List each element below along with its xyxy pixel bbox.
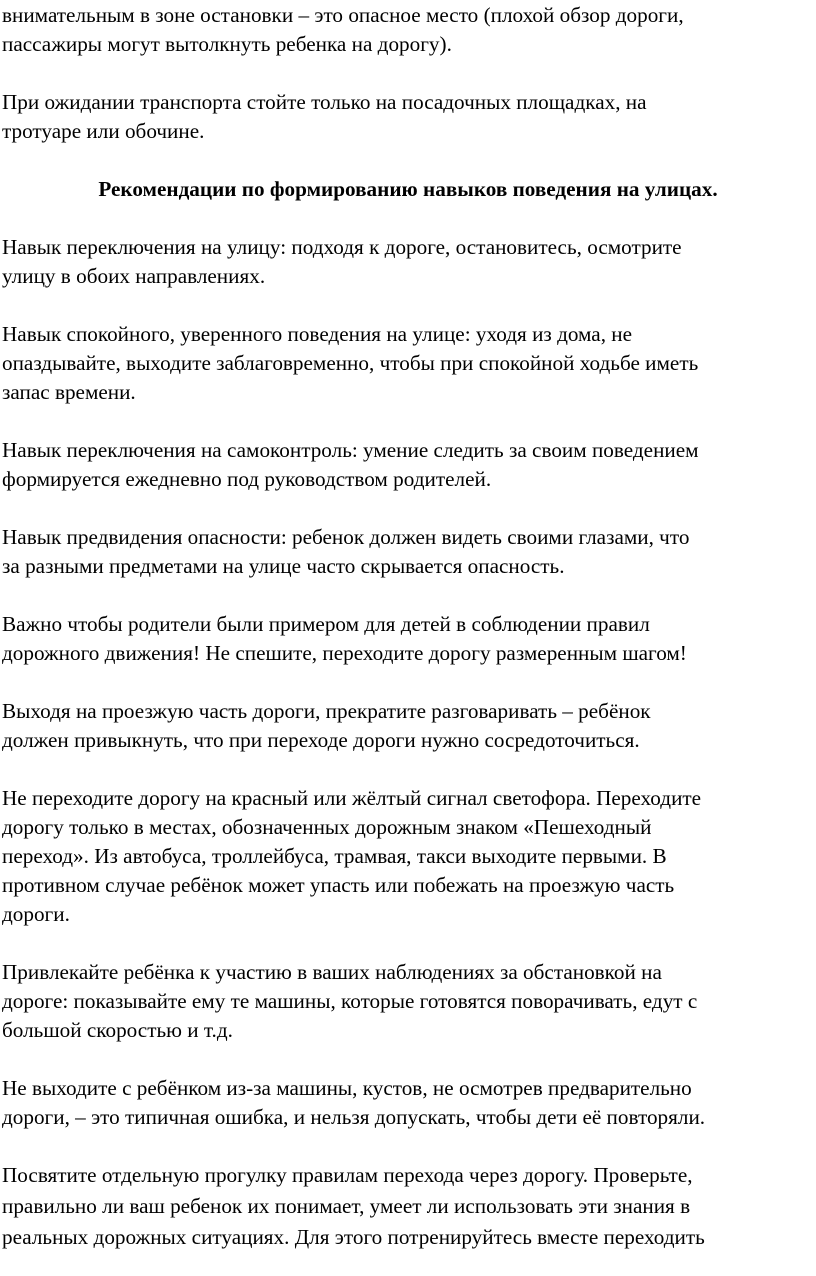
text-line: Посвятите отдельную прогулку правилам перехода через дорогу. Проверьте, [2,1163,693,1187]
text-line: пассажиры могут вытолкнуть ребенка на дорогу). [2,32,452,56]
text-line: Навык спокойного, уверенного поведения на улице: уходя из дома, не [2,322,633,346]
paragraph-traffic-light [2,784,814,929]
text-line: опаздывайте, выходите заблаговременно, чтобы при спокойной ходьбе иметь [2,351,699,375]
paragraph-calm-behavior [2,320,814,407]
text-line: за разными предметами на улице часто скрывается опасность. [2,554,565,578]
text-line: Навык предвидения опасности: ребенок должен видеть своими глазами, что [2,525,690,549]
text-line: Привлекайте ребёнка к участию в ваших наблюдениях за обстановкой на [2,960,662,984]
paragraph-bus-stop-warning [2,1,814,59]
text-line: формируется ежедневно под руководством родителей. [2,467,492,491]
text-line: Не выходите с ребёнком из-за машины, кустов, не осмотрев предварительно [2,1076,692,1100]
text-line: запас времени. [2,380,136,404]
text-line: противном случае ребёнок может упасть или побежать на проезжую часть [2,873,675,897]
text-line: улицу в обоих направлениях. [2,264,266,288]
text-line: Навык переключения на улицу: подходя к дороге, остановитесь, осмотрите [2,235,682,259]
paragraph-stop-talking [2,697,814,755]
text-line: правильно ли ваш ребенок их понимает, умеет ли использовать эти знания в [2,1194,691,1218]
heading-text: Рекомендации по формированию навыков поведения на улицах. [98,177,718,201]
text-line: дороге: показывайте ему те машины, которые готовятся поворачивать, едут с [2,989,698,1013]
paragraph-danger-foresight [2,523,814,581]
section-heading [2,175,814,204]
text-line: реальных дорожных ситуациях. Для этого потренируйтесь вместе переходить [2,1225,705,1249]
paragraph-self-control [2,436,814,494]
text-line: Не переходите дорогу на красный или жёлтый сигнал светофора. Переходите [2,786,702,810]
text-line: дороги, – это типичная ошибка, и нельзя допускать, чтобы дети её повторяли. [2,1105,706,1129]
text-line: Выходя на проезжую часть дороги, прекратите разговаривать – ребёнок [2,699,651,723]
text-line: внимательным в зоне остановки – это опасное место (плохой обзор дороги, [2,3,684,27]
paragraph-behind-car [2,1074,814,1132]
paragraph-street-switching [2,233,814,291]
text-line: Важно чтобы родители были примером для детей в соблюдении правил [2,612,650,636]
paragraph-parents-example [2,610,814,668]
text-line: дороги. [2,902,70,926]
text-line: дорожного движения! Не спешите, переходите дорогу размеренным шагом! [2,641,687,665]
paragraph-waiting-transport [2,88,814,146]
text-line: переход». Из автобуса, троллейбуса, трамвая, такси выходите первыми. В [2,844,667,868]
text-line: При ожидании транспорта стойте только на посадочных площадках, на [2,90,647,114]
paragraph-observation [2,958,814,1045]
text-line: тротуаре или обочине. [2,119,205,143]
document-page [2,0,814,1254]
text-line: должен привыкнуть, что при переходе дороги нужно сосредоточиться. [2,728,640,752]
paragraph-dedicated-walk [2,1161,814,1254]
text-line: Навык переключения на самоконтроль: умение следить за своим поведением [2,438,699,462]
text-line: большой скоростью и т.д. [2,1018,233,1042]
text-line: дорогу только в местах, обозначенных дорожным знаком «Пешеходный [2,815,652,839]
